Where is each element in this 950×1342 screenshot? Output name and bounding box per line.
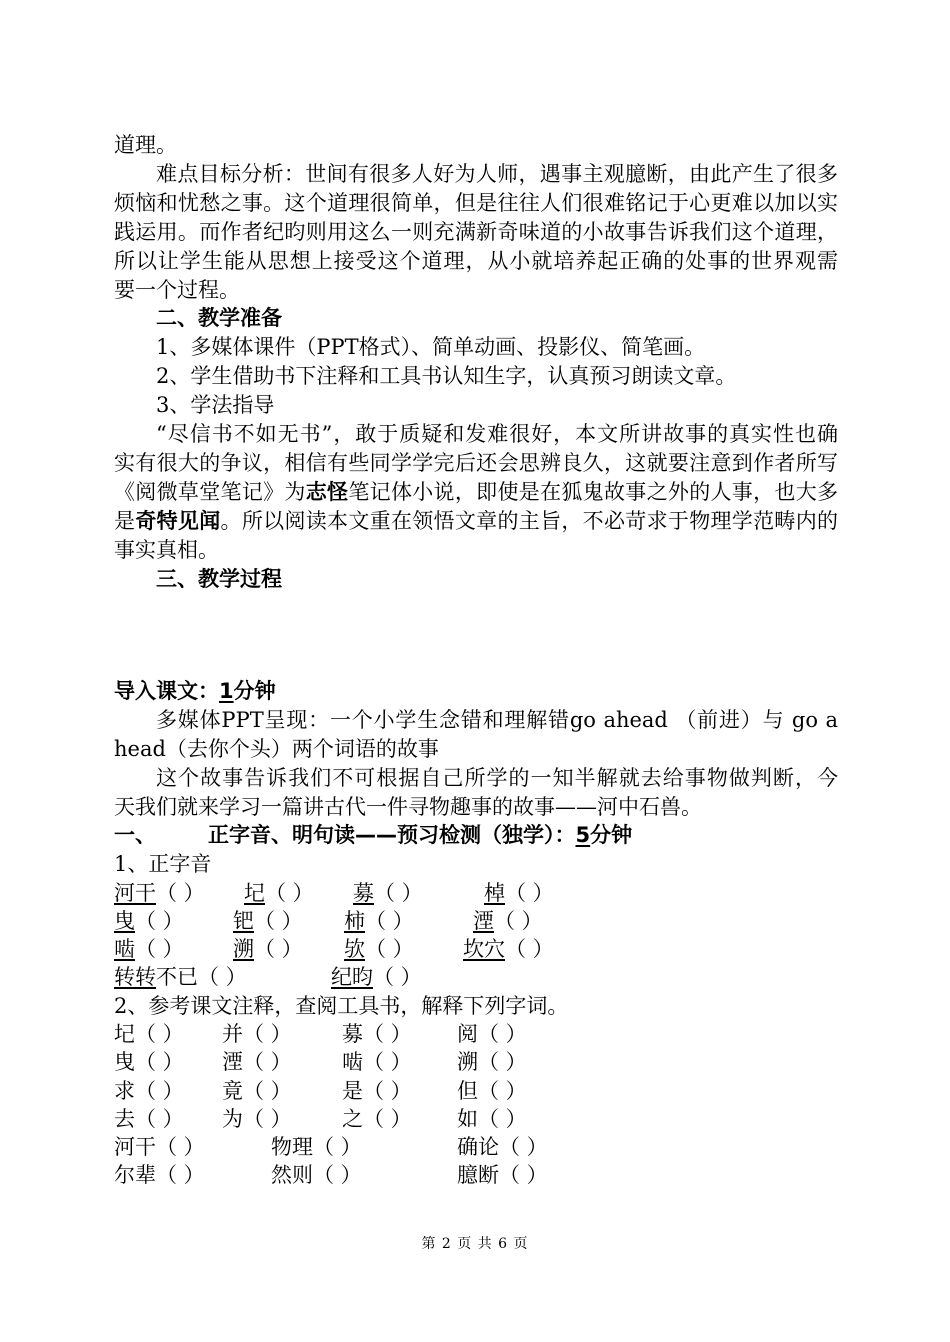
- intro-lesson-line: head（去你个头）两个词语的故事: [114, 737, 439, 761]
- definition-row: [0, 1020, 950, 1048]
- word-row: [0, 907, 950, 935]
- part-one-heading: 一、 正字音、明句读——预习检测（独学）：5分钟: [114, 823, 633, 847]
- emphasis-text: 奇特见闻: [135, 509, 221, 533]
- method-guide-line: 《阅微草堂笔记》为志怪笔记体小说，即使是在狐鬼故事之外的人事，也大多: [114, 480, 839, 504]
- definition-item: 并（ ）: [222, 1022, 292, 1046]
- definition-item: 湮（ ）: [222, 1050, 292, 1074]
- definition-item: 然则（ ）: [271, 1163, 362, 1187]
- intro-lesson-line: 多媒体PPT呈现：一个小学生念错和理解错go ahead （前进）与 go a: [156, 708, 838, 732]
- word-item: 募（ ）: [353, 881, 423, 905]
- word-item: 柿（ ）: [344, 909, 414, 933]
- definition-item: 河干（ ）: [114, 1135, 205, 1159]
- word-row: [0, 935, 950, 963]
- word-item: 棹（ ）: [484, 881, 554, 905]
- definition-item: 确论（ ）: [457, 1135, 548, 1159]
- difficulty-analysis-line: 难点目标分析：世间有很多人好为人师，遇事主观臆断，由此产生了很多: [156, 162, 838, 186]
- difficulty-analysis-line: 要一个过程。: [114, 278, 240, 302]
- definition-item: 竟（ ）: [222, 1079, 292, 1103]
- method-guide-line: 是奇特见闻。所以阅读本文重在领悟文章的主旨，不必苛求于物理学范畴内的: [114, 509, 839, 533]
- definition-row: [0, 1048, 950, 1076]
- definition-item: 臆断（ ）: [457, 1163, 548, 1187]
- subsection-pronunciation: 1、正字音: [114, 852, 212, 876]
- intro-lesson-line: 天我们就来学习一篇讲古代一件寻物趣事的故事——河中石兽。: [114, 795, 702, 819]
- definition-item: 去（ ）: [114, 1107, 184, 1131]
- definition-item: 之（ ）: [342, 1107, 412, 1131]
- word-row: [0, 879, 950, 907]
- word-item: 溯（ ）: [233, 937, 303, 961]
- preparation-item: 1、多媒体课件（PPT格式）、简单动画、投影仪、简笔画。: [156, 335, 706, 359]
- word-item: 钯（ ）: [233, 909, 303, 933]
- definition-item: 尔辈（ ）: [114, 1163, 205, 1187]
- definition-item: 如（ ）: [457, 1107, 527, 1131]
- word-item: 纪昀（ ）: [331, 965, 422, 989]
- section-heading-preparation: 二、教学准备: [156, 306, 282, 330]
- method-guide-line: “尽信书不如无书”，敢于质疑和发难很好，本文所讲故事的真实性也确: [156, 422, 838, 446]
- page-footer: 第 2 页 共 6 页: [421, 1236, 529, 1252]
- difficulty-analysis-line: 所以让学生能从思想上接受这个道理，从小就培养起正确的处事的世界观需: [114, 249, 838, 273]
- method-guide-line: 实有很大的争议，相信有些同学学完后还会思辨良久，这就要注意到作者所写: [114, 451, 838, 475]
- definition-item: 曳（ ）: [114, 1050, 184, 1074]
- paragraph-line: 道理。: [114, 133, 177, 157]
- preparation-item: 3、学法指导: [156, 393, 275, 417]
- definition-item: 为（ ）: [222, 1107, 292, 1131]
- definition-item: 啮（ ）: [342, 1050, 412, 1074]
- section-heading-process: 三、教学过程: [156, 567, 282, 591]
- definition-item: 物理（ ）: [271, 1135, 362, 1159]
- definition-item: 溯（ ）: [457, 1050, 527, 1074]
- word-item: 转转不已（ ）: [114, 965, 247, 989]
- definition-row: [0, 1077, 950, 1105]
- word-item: 圮（ ）: [244, 881, 314, 905]
- preparation-item: 2、学生借助书下注释和工具书认知生字，认真预习朗读文章。: [156, 364, 737, 388]
- definition-row: [0, 1105, 950, 1133]
- definition-item: 募（ ）: [342, 1022, 412, 1046]
- intro-lesson-heading: 导入课文：1分钟: [114, 679, 276, 703]
- word-item: 湮（ ）: [473, 909, 543, 933]
- definition-row: [0, 1161, 950, 1189]
- word-item: 坎穴（ ）: [463, 937, 554, 961]
- definition-item: 圮（ ）: [114, 1022, 184, 1046]
- word-item: 河干（ ）: [114, 881, 205, 905]
- definition-item: 但（ ）: [457, 1079, 527, 1103]
- word-item: 啮（ ）: [114, 937, 184, 961]
- difficulty-analysis-line: 烦恼和忧愁之事。这个道理很简单，但是往往人们很难铭记于心更难以加以实: [114, 191, 838, 215]
- word-item: 曳（ ）: [114, 909, 184, 933]
- subsection-definitions: 2、参考课文注释，查阅工具书，解释下列字词。: [114, 994, 569, 1018]
- method-guide-line: 事实真相。: [114, 538, 219, 562]
- definition-item: 是（ ）: [342, 1079, 412, 1103]
- intro-lesson-line: 这个故事告诉我们不可根据自己所学的一知半解就去给事物做判断，今: [156, 766, 838, 790]
- definition-row: [0, 1133, 950, 1161]
- word-row: [0, 963, 950, 991]
- difficulty-analysis-line: 践运用。而作者纪昀则用这么一则充满新奇味道的小故事告诉我们这个道理，: [114, 220, 838, 244]
- definition-item: 求（ ）: [114, 1079, 184, 1103]
- word-item: 欤（ ）: [344, 937, 414, 961]
- definition-item: 阅（ ）: [457, 1022, 527, 1046]
- emphasis-text: 志怪: [305, 480, 349, 504]
